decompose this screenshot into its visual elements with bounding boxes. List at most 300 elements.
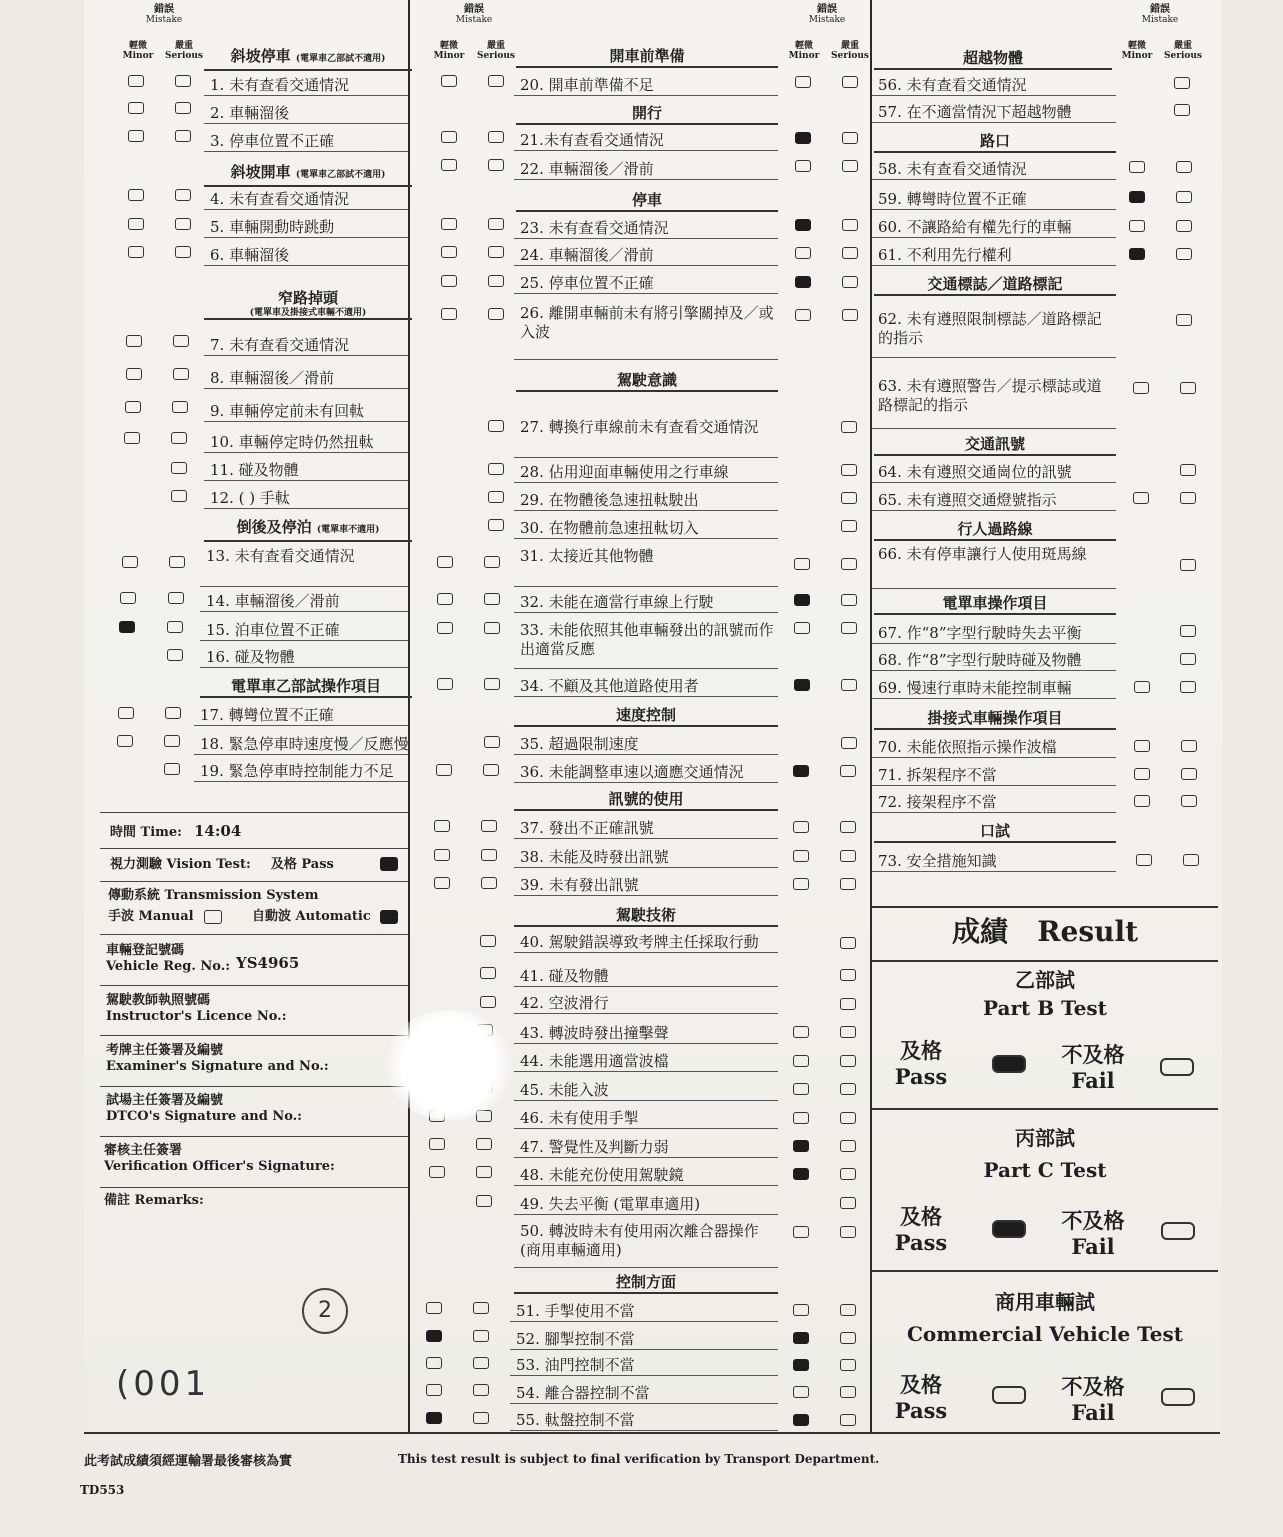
item-68: 68. 作“8”字型行駛時碰及物體	[872, 651, 1116, 671]
item-23-serious-checkbox[interactable]	[488, 218, 504, 230]
item-52-minor-checkbox[interactable]	[426, 1330, 442, 1342]
bottom-rule	[84, 1432, 1220, 1434]
item-89-serious-checkbox[interactable]	[840, 1332, 856, 1344]
section-traffic-signals: 交通訊號	[874, 434, 1116, 456]
item-36-minor-checkbox[interactable]	[436, 764, 452, 776]
item-11-serious-checkbox[interactable]	[171, 462, 187, 474]
mistake-header: 錯誤 Mistake	[455, 4, 493, 25]
item-28-serious-checkbox[interactable]	[488, 463, 504, 475]
item-9-serious-checkbox[interactable]	[172, 401, 188, 413]
item-68-minor-checkbox[interactable]	[794, 558, 810, 570]
item-39-minor-checkbox[interactable]	[434, 877, 450, 889]
section-hill-stop: 斜坡停車 (電單車乙部試不適用)	[204, 46, 412, 71]
item-70-minor-checkbox[interactable]	[794, 622, 810, 634]
item-23-minor-checkbox[interactable]	[441, 218, 457, 230]
item-71-minor-checkbox[interactable]	[794, 679, 810, 691]
item-13-minor-checkbox[interactable]	[122, 556, 138, 568]
item-31-serious-checkbox[interactable]	[484, 556, 500, 568]
automatic-checkbox[interactable]	[380, 910, 398, 924]
item-8-serious-checkbox[interactable]	[173, 368, 189, 380]
handwritten-number: (001	[116, 1364, 211, 1404]
result-title: 成績 Result	[951, 915, 1139, 948]
item-69-minor-box[interactable]	[1134, 681, 1150, 693]
item-17-minor-checkbox[interactable]	[118, 707, 134, 719]
section-overtaking: 超越物體	[874, 48, 1112, 70]
item-58-minor-checkbox[interactable]	[795, 132, 811, 144]
item-18-minor-checkbox[interactable]	[117, 735, 133, 747]
item-59-minor-box[interactable]	[1129, 191, 1145, 203]
item-26-serious-checkbox[interactable]	[488, 308, 504, 320]
item-48-minor-checkbox[interactable]	[429, 1166, 445, 1178]
part-b-fail-checkbox[interactable]	[1160, 1058, 1194, 1076]
item-7-serious-checkbox[interactable]	[173, 335, 189, 347]
item-62: 62. 未有遵照限制標誌／道路標記的指示	[872, 310, 1116, 358]
item-59-serious-box[interactable]	[1176, 191, 1192, 203]
item-27-serious-checkbox[interactable]	[488, 420, 504, 432]
section-turn-in-road: 窄路掉頭 (電單車及掛接式車輛不適用)	[204, 288, 412, 320]
item-73-serious-box[interactable]	[1183, 854, 1199, 866]
instructor-licence-label: 駕駛教師執照號碼 Instructor's Licence No.:	[106, 993, 287, 1024]
divider	[100, 1187, 408, 1188]
section-articulated-vehicle: 掛接式車輛操作項目	[874, 708, 1116, 730]
section-speed-control: 速度控制	[514, 705, 778, 727]
item-79-serious-checkbox[interactable]	[840, 998, 856, 1010]
item-38-serious-checkbox[interactable]	[481, 849, 497, 861]
item-11: 11. 碰及物體	[204, 461, 408, 481]
item-87-serious-checkbox[interactable]	[840, 1226, 856, 1238]
item-39-serious-checkbox[interactable]	[481, 877, 497, 889]
item-33-serious-checkbox[interactable]	[484, 622, 500, 634]
item-6-minor-checkbox[interactable]	[128, 246, 144, 258]
item-60-minor-checkbox[interactable]	[795, 219, 811, 231]
item-20: 20. 開車前準備不足	[514, 76, 778, 96]
form-number: TD553	[80, 1483, 125, 1497]
item-1: 1. 未有查看交通情況	[204, 76, 408, 96]
item-41: 41. 碰及物體	[514, 967, 778, 987]
item-13-serious-checkbox[interactable]	[169, 556, 185, 568]
item-5: 5. 車輛開動時跳動	[204, 218, 408, 238]
item-54: 54. 離合器控制不當	[510, 1384, 778, 1404]
item-68-serious-checkbox[interactable]	[841, 558, 857, 570]
item-58: 58. 未有查看交通情況	[872, 160, 1116, 180]
item-34-minor-checkbox[interactable]	[437, 678, 453, 690]
item-63-minor-box[interactable]	[1133, 382, 1149, 394]
item-62-minor-checkbox[interactable]	[795, 276, 811, 288]
part-c-pass-label: 及格 Pass	[894, 1204, 948, 1255]
footer-note-en: This test result is subject to final verification by Transport Department.	[398, 1452, 880, 1466]
item-49: 49. 失去平衡 (電單車適用)	[514, 1195, 778, 1215]
section-vehicle-control: 控制方面	[514, 1272, 778, 1294]
item-71: 71. 拆架程序不當	[872, 766, 1116, 786]
item-38-minor-checkbox[interactable]	[434, 849, 450, 861]
part-c-fail-checkbox[interactable]	[1161, 1222, 1195, 1240]
item-92-minor-checkbox[interactable]	[793, 1414, 809, 1426]
section-junctions: 路口	[874, 131, 1116, 153]
item-15-minor-checkbox[interactable]	[119, 621, 135, 633]
item-52: 52. 腳掣控制不當	[510, 1330, 778, 1350]
time-field: 時間 Time: 14:04	[110, 822, 242, 840]
item-78-serious-checkbox[interactable]	[840, 969, 856, 981]
item-30: 30. 在物體前急速扭軚切入	[514, 519, 778, 539]
item-58-serious-checkbox[interactable]	[842, 132, 858, 144]
item-24: 24. 車輛溜後／滑前	[514, 246, 778, 266]
item-64: 64. 未有遵照交通崗位的訊號	[872, 463, 1116, 483]
item-44: 44. 未能選用適當波檔	[514, 1052, 778, 1072]
item-55-minor-checkbox[interactable]	[426, 1412, 442, 1424]
item-18: 18. 緊急停車時速度慢／反應慢	[194, 735, 408, 755]
item-37-serious-checkbox[interactable]	[481, 820, 497, 832]
item-58-serious-box[interactable]	[1176, 161, 1192, 173]
item-59-minor-checkbox[interactable]	[795, 160, 811, 172]
mistake-header: 錯誤 Mistake	[808, 4, 846, 25]
minor-header: 輕微 Minor	[433, 41, 465, 61]
item-15: 15. 泊車位置不正確	[200, 621, 408, 641]
item-18-serious-checkbox[interactable]	[164, 735, 180, 747]
item-8: 8. 車輛溜後／滑前	[204, 369, 408, 389]
item-66-serious-box[interactable]	[1180, 559, 1196, 571]
item-59-serious-checkbox[interactable]	[842, 160, 858, 172]
section-reversing: 倒後及停泊 (電單車不適用)	[204, 517, 412, 542]
part-b-pass-label: 及格 Pass	[894, 1038, 948, 1089]
item-52-serious-checkbox[interactable]	[473, 1330, 489, 1342]
item-65-serious-checkbox[interactable]	[841, 464, 857, 476]
vision-test-field: 視力測驗 Vision Test: 及格 Pass	[110, 857, 334, 872]
part-b-fail-label: 不及格 Fail	[1061, 1042, 1125, 1093]
item-59: 59. 轉彎時位置不正確	[872, 190, 1116, 210]
item-87-minor-checkbox[interactable]	[793, 1226, 809, 1238]
item-23: 23. 未有查看交通情況	[514, 219, 778, 239]
item-74-serious-checkbox[interactable]	[840, 821, 856, 833]
item-92-serious-checkbox[interactable]	[840, 1414, 856, 1426]
item-57-serious-box[interactable]	[1174, 104, 1190, 116]
item-53-minor-checkbox[interactable]	[426, 1357, 442, 1369]
item-76-minor-checkbox[interactable]	[793, 878, 809, 890]
item-56-serious-box[interactable]	[1174, 77, 1190, 89]
item-20-minor-checkbox[interactable]	[441, 75, 457, 87]
item-82-serious-checkbox[interactable]	[840, 1083, 856, 1095]
section-signals: 訊號的使用	[514, 789, 778, 811]
item-16: 16. 碰及物體	[200, 648, 408, 668]
item-34-serious-checkbox[interactable]	[484, 678, 500, 690]
divider	[100, 1086, 408, 1087]
item-1-minor-checkbox[interactable]	[128, 75, 144, 87]
item-69-serious-box[interactable]	[1180, 681, 1196, 693]
item-84-serious-checkbox[interactable]	[840, 1140, 856, 1152]
column-divider	[870, 0, 872, 1432]
item-91-minor-checkbox[interactable]	[793, 1386, 809, 1398]
item-4-serious-checkbox[interactable]	[175, 189, 191, 201]
item-74-minor-checkbox[interactable]	[793, 821, 809, 833]
item-31: 31. 太接近其他物體	[514, 547, 778, 587]
item-63-minor-checkbox[interactable]	[795, 309, 811, 321]
item-32-serious-checkbox[interactable]	[484, 593, 500, 605]
item-35-serious-checkbox[interactable]	[484, 736, 500, 748]
item-10-serious-checkbox[interactable]	[171, 432, 187, 444]
item-56-minor-checkbox[interactable]	[795, 76, 811, 88]
item-3: 3. 停車位置不正確	[204, 132, 408, 152]
item-62-serious-box[interactable]	[1176, 314, 1192, 326]
item-7-minor-checkbox[interactable]	[126, 335, 142, 347]
item-5-serious-checkbox[interactable]	[175, 218, 191, 230]
item-70: 70. 未能依照指示操作波檔	[872, 738, 1116, 758]
item-19: 19. 緊急停車時控制能力不足	[194, 762, 408, 782]
item-22-minor-checkbox[interactable]	[441, 159, 457, 171]
divider	[100, 1136, 408, 1137]
item-65-serious-box[interactable]	[1180, 492, 1196, 504]
dtco-signature-label: 試場主任簽署及編號 DTCO's Signature and No.:	[106, 1093, 302, 1124]
item-30-serious-checkbox[interactable]	[488, 519, 504, 531]
item-73-serious-checkbox[interactable]	[840, 765, 856, 777]
item-1-serious-checkbox[interactable]	[175, 75, 191, 87]
item-72-serious-checkbox[interactable]	[841, 737, 857, 749]
item-32-minor-checkbox[interactable]	[437, 593, 453, 605]
item-65-minor-box[interactable]	[1133, 492, 1149, 504]
item-47-minor-checkbox[interactable]	[429, 1138, 445, 1150]
item-4-minor-checkbox[interactable]	[128, 189, 144, 201]
item-63-serious-checkbox[interactable]	[842, 309, 858, 321]
item-71-minor-box[interactable]	[1134, 768, 1150, 780]
item-83-serious-checkbox[interactable]	[840, 1112, 856, 1124]
section-motorcycle-manoeuvres: 電單車操作項目	[874, 593, 1116, 615]
minor-header: 輕微 Minor	[122, 41, 154, 61]
item-15-serious-checkbox[interactable]	[167, 621, 183, 633]
item-40-serious-checkbox[interactable]	[480, 935, 496, 947]
item-61: 61. 不利用先行權利	[872, 246, 1116, 266]
remarks-label: 備註 Remarks:	[104, 1193, 204, 1208]
item-36-serious-checkbox[interactable]	[483, 764, 499, 776]
item-86-serious-checkbox[interactable]	[840, 1197, 856, 1209]
item-3-serious-checkbox[interactable]	[175, 130, 191, 142]
item-67: 67. 作“8”字型行駛時失去平衡	[872, 624, 1116, 644]
item-64-serious-box[interactable]	[1180, 464, 1196, 476]
item-56-serious-checkbox[interactable]	[842, 76, 858, 88]
part-b-pass-checkbox[interactable]	[992, 1055, 1026, 1073]
item-81-minor-checkbox[interactable]	[793, 1055, 809, 1067]
item-19-serious-checkbox[interactable]	[164, 763, 180, 775]
item-62-serious-checkbox[interactable]	[842, 276, 858, 288]
item-88-minor-checkbox[interactable]	[793, 1304, 809, 1316]
divider	[872, 960, 1218, 962]
section-motorcycle-part-b: 電單車乙部試操作項目	[200, 676, 412, 698]
item-55-serious-checkbox[interactable]	[473, 1412, 489, 1424]
item-41-serious-checkbox[interactable]	[480, 967, 496, 979]
divider	[872, 906, 1218, 908]
vision-pass-checkbox[interactable]	[380, 857, 398, 871]
item-2-serious-checkbox[interactable]	[175, 102, 191, 114]
item-70-serious-box[interactable]	[1181, 740, 1197, 752]
item-45: 45. 未能入波	[514, 1081, 778, 1101]
item-66-serious-checkbox[interactable]	[841, 492, 857, 504]
item-49-serious-checkbox[interactable]	[476, 1195, 492, 1207]
item-17-serious-checkbox[interactable]	[165, 707, 181, 719]
item-2-minor-checkbox[interactable]	[128, 102, 144, 114]
item-37: 37. 發出不正確訊號	[514, 819, 778, 839]
cv-fail-checkbox[interactable]	[1161, 1388, 1195, 1406]
item-83-minor-checkbox[interactable]	[793, 1112, 809, 1124]
item-42-serious-checkbox[interactable]	[480, 996, 496, 1008]
item-57: 57. 在不適當情況下超越物體	[872, 103, 1116, 123]
item-3-minor-checkbox[interactable]	[128, 130, 144, 142]
item-91-serious-checkbox[interactable]	[840, 1386, 856, 1398]
item-60-serious-checkbox[interactable]	[842, 219, 858, 231]
item-61-minor-checkbox[interactable]	[795, 247, 811, 259]
item-55: 55. 軚盤控制不當	[510, 1411, 778, 1431]
item-48-serious-checkbox[interactable]	[476, 1166, 492, 1178]
cv-pass-checkbox[interactable]	[992, 1386, 1026, 1404]
item-51-minor-checkbox[interactable]	[426, 1302, 442, 1314]
divider	[100, 934, 408, 935]
item-58-minor-box[interactable]	[1129, 161, 1145, 173]
item-16-serious-checkbox[interactable]	[167, 649, 183, 661]
section-driving-technique: 駕駛技術	[514, 905, 778, 927]
item-24-serious-checkbox[interactable]	[488, 246, 504, 258]
item-75-minor-checkbox[interactable]	[793, 850, 809, 862]
item-24-minor-checkbox[interactable]	[441, 246, 457, 258]
item-84-minor-checkbox[interactable]	[793, 1140, 809, 1152]
item-69-minor-checkbox[interactable]	[794, 594, 810, 606]
item-4: 4. 未有查看交通情況	[204, 190, 408, 210]
divider	[100, 1035, 408, 1036]
item-33-minor-checkbox[interactable]	[437, 622, 453, 634]
item-54-minor-checkbox[interactable]	[426, 1384, 442, 1396]
item-47: 47. 警覺性及判斷力弱	[514, 1138, 778, 1158]
item-51: 51. 手掣使用不當	[510, 1302, 778, 1322]
item-72-minor-box[interactable]	[1134, 795, 1150, 807]
serious-header: 嚴重 Serious	[831, 41, 869, 61]
item-67-serious-checkbox[interactable]	[841, 520, 857, 532]
automatic-label: 自動波 Automatic	[252, 909, 371, 924]
item-51-serious-checkbox[interactable]	[473, 1302, 489, 1314]
item-61-serious-checkbox[interactable]	[842, 247, 858, 259]
manual-checkbox[interactable]	[204, 910, 222, 924]
item-17: 17. 轉彎位置不正確	[194, 706, 408, 726]
item-73: 73. 安全措施知識	[872, 852, 1116, 872]
item-22-serious-checkbox[interactable]	[488, 159, 504, 171]
item-48: 48. 未能充份使用駕駛鏡	[514, 1166, 778, 1186]
item-80-minor-checkbox[interactable]	[793, 1026, 809, 1038]
item-13: 13. 未有查看交通情況	[200, 547, 408, 587]
item-26: 26. 離開車輛前未有將引擎關掉及／或入波	[514, 304, 778, 360]
item-60-serious-box[interactable]	[1176, 220, 1192, 232]
item-14-minor-checkbox[interactable]	[120, 592, 136, 604]
item-54-serious-checkbox[interactable]	[473, 1384, 489, 1396]
manual-label: 手波 Manual	[108, 909, 194, 924]
item-21-serious-checkbox[interactable]	[488, 131, 504, 143]
item-29: 29. 在物體後急速扭軚駛出	[514, 491, 778, 511]
item-40: 40. 駕駛錯誤導致考牌主任採取行動	[514, 933, 778, 953]
item-61-minor-box[interactable]	[1129, 248, 1145, 260]
item-37-minor-checkbox[interactable]	[434, 820, 450, 832]
section-traffic-signs: 交通標誌／道路標記	[874, 274, 1116, 296]
item-64-serious-checkbox[interactable]	[841, 421, 857, 433]
item-90-minor-checkbox[interactable]	[793, 1359, 809, 1371]
item-73-minor-box[interactable]	[1136, 854, 1152, 866]
item-70-serious-checkbox[interactable]	[841, 622, 857, 634]
divider	[100, 985, 408, 986]
item-12-serious-checkbox[interactable]	[171, 490, 187, 502]
item-71-serious-checkbox[interactable]	[841, 679, 857, 691]
item-5-minor-checkbox[interactable]	[128, 218, 144, 230]
item-67-serious-box[interactable]	[1180, 625, 1196, 637]
examiner-signature-label: 考牌主任簽署及編號 Examiner's Signature and No.:	[106, 1043, 329, 1074]
item-25-minor-checkbox[interactable]	[441, 275, 457, 287]
item-7: 7. 未有查看交通情況	[204, 336, 408, 356]
item-88-serious-checkbox[interactable]	[840, 1304, 856, 1316]
item-8-minor-checkbox[interactable]	[126, 368, 142, 380]
item-21: 21.未有查看交通情況	[514, 131, 778, 151]
item-75-serious-checkbox[interactable]	[840, 850, 856, 862]
item-27: 27. 轉換行車線前未有查看交通情況	[514, 418, 778, 458]
section-road-awareness: 駕駛意識	[516, 370, 778, 392]
item-38: 38. 未能及時發出訊號	[514, 848, 778, 868]
item-76-serious-checkbox[interactable]	[840, 878, 856, 890]
item-14-serious-checkbox[interactable]	[168, 592, 184, 604]
item-77-serious-checkbox[interactable]	[840, 937, 856, 949]
item-90-serious-checkbox[interactable]	[840, 1359, 856, 1371]
commercial-vehicle-title: 商用車輛試 Commercial Vehicle Test	[907, 1290, 1183, 1346]
item-26-minor-checkbox[interactable]	[441, 308, 457, 320]
item-65: 65. 未有遵照交通燈號指示	[872, 491, 1116, 511]
divider	[100, 881, 408, 882]
item-68-serious-box[interactable]	[1180, 653, 1196, 665]
item-10-minor-checkbox[interactable]	[124, 432, 140, 444]
item-61-serious-box[interactable]	[1176, 248, 1192, 260]
divider	[100, 812, 408, 813]
item-81-serious-checkbox[interactable]	[840, 1055, 856, 1067]
item-69: 69. 慢速行車時未能控制車輛	[872, 679, 1116, 699]
mistake-header: 錯誤 Mistake	[1141, 4, 1179, 25]
item-25-serious-checkbox[interactable]	[488, 275, 504, 287]
item-89-minor-checkbox[interactable]	[793, 1332, 809, 1344]
item-53-serious-checkbox[interactable]	[473, 1357, 489, 1369]
item-63: 63. 未有遵照警告／提示標誌或道路標記的指示	[872, 377, 1116, 429]
item-46: 46. 未有使用手掣	[514, 1109, 778, 1129]
item-85-serious-checkbox[interactable]	[840, 1168, 856, 1180]
section-oral-test: 口試	[874, 821, 1116, 843]
item-20-serious-checkbox[interactable]	[488, 75, 504, 87]
item-71-serious-box[interactable]	[1181, 768, 1197, 780]
item-22: 22. 車輛溜後／滑前	[514, 160, 778, 180]
item-85-minor-checkbox[interactable]	[793, 1168, 809, 1180]
vehicle-reg-label: 車輛登記號碼 Vehicle Reg. No.:	[106, 943, 231, 974]
item-29-serious-checkbox[interactable]	[488, 491, 504, 503]
item-63-serious-box[interactable]	[1180, 382, 1196, 394]
divider	[872, 1108, 1218, 1110]
item-9-minor-checkbox[interactable]	[125, 401, 141, 413]
minor-header: 輕微 Minor	[1121, 41, 1153, 61]
item-72-serious-box[interactable]	[1181, 795, 1197, 807]
item-32: 32. 未能在適當行車線上行駛	[514, 593, 778, 613]
section-pedestrian-crossings: 行人過路線	[874, 519, 1116, 541]
item-73-minor-checkbox[interactable]	[793, 765, 809, 777]
item-60-minor-box[interactable]	[1129, 220, 1145, 232]
item-12: 12. ( ) 手軚	[204, 489, 408, 509]
item-47-serious-checkbox[interactable]	[476, 1138, 492, 1150]
photo-glare	[384, 1010, 514, 1120]
cv-pass-label: 及格 Pass	[894, 1372, 948, 1423]
item-69-serious-checkbox[interactable]	[841, 594, 857, 606]
item-80-serious-checkbox[interactable]	[840, 1026, 856, 1038]
item-39: 39. 未有發出訊號	[514, 876, 778, 896]
part-c-pass-checkbox[interactable]	[992, 1220, 1026, 1238]
item-42: 42. 空波滑行	[514, 994, 778, 1014]
handwritten-circled-number: 2	[302, 1288, 348, 1334]
item-70-minor-box[interactable]	[1134, 740, 1150, 752]
item-31-minor-checkbox[interactable]	[437, 556, 453, 568]
item-6-serious-checkbox[interactable]	[175, 246, 191, 258]
item-21-minor-checkbox[interactable]	[441, 131, 457, 143]
item-82-minor-checkbox[interactable]	[793, 1083, 809, 1095]
